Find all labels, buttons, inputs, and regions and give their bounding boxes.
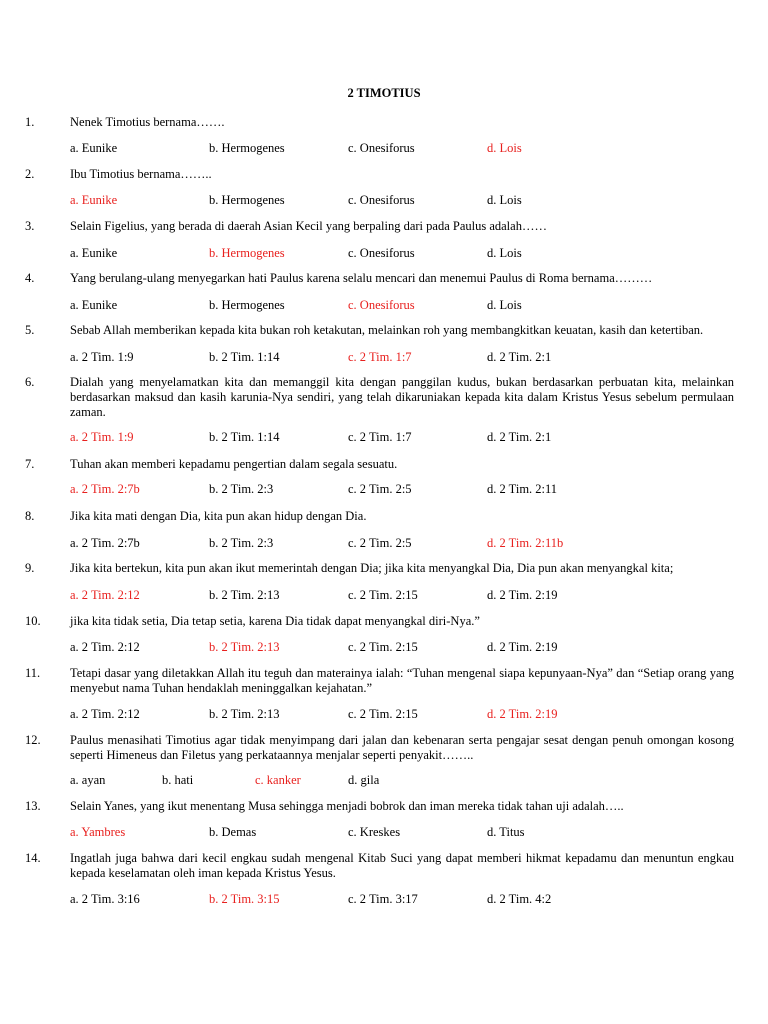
answer-option: a. Eunike: [70, 298, 118, 312]
question-number: 3.: [25, 219, 35, 233]
answer-option: d. 2 Tim. 2:19: [487, 640, 558, 654]
question-number: 2.: [25, 167, 35, 181]
answer-option: a. 2 Tim. 1:9: [70, 350, 134, 364]
question-text: Jika kita bertekun, kita pun akan ikut memerintah dengan Dia; jika kita menyangkal Dia, Dia pun akan menyangkal kita;: [70, 561, 674, 575]
correct-answer-option: a. Eunike: [70, 193, 118, 207]
question-text: Selain Yanes, yang ikut menentang Musa sehingga menjadi bobrok dan iman mereka tidak tahan uji adalah…..: [70, 799, 624, 813]
correct-answer-option: c. Onesiforus: [348, 298, 415, 312]
question-text: jika kita tidak setia, Dia tetap setia, karena Dia tidak dapat menyangkal diri-Nya.”: [70, 614, 480, 628]
answer-option: b. 2 Tim. 2:13: [209, 588, 280, 602]
correct-answer-option: d. 2 Tim. 2:19: [487, 707, 558, 721]
question-text: Ingatlah juga bahwa dari kecil engkau sudah mengenal Kitab Suci yang dapat memberi hikmat kepadamu dan menuntun engkau kepada keselamatan oleh iman kepada Kristus Yesus.: [70, 851, 734, 880]
answer-option: c. 2 Tim. 2:15: [348, 707, 418, 721]
correct-answer-option: d. Lois: [487, 141, 522, 155]
correct-answer-option: a. 2 Tim. 2:12: [70, 588, 140, 602]
answer-option: c. 2 Tim. 1:7: [348, 430, 412, 444]
answer-option: c. Kreskes: [348, 825, 401, 839]
correct-answer-option: d. 2 Tim. 2:11b: [487, 536, 564, 550]
correct-answer-option: c. 2 Tim. 1:7: [348, 350, 412, 364]
question-number: 5.: [25, 323, 35, 337]
question-text: Tuhan akan memberi kepadamu pengertian dalam segala sesuatu.: [70, 457, 398, 471]
answer-option: b. 2 Tim. 2:3: [209, 536, 274, 550]
correct-answer-option: b. Hermogenes: [209, 246, 285, 260]
answer-option: a. 2 Tim. 2:12: [70, 707, 140, 721]
answer-option: c. 2 Tim. 3:17: [348, 892, 418, 906]
question-text: Paulus menasihati Timotius agar tidak menyimpang dari jalan dan kebenaran serta pengajar sesat dengan penuh omongan kosong seperti Himeneus dan Filetus yang perkataannya menjalar seperti penyakit……..: [70, 733, 734, 762]
answer-option: a. Eunike: [70, 141, 118, 155]
answer-option: c. Onesiforus: [348, 246, 415, 260]
question-text: Selain Figelius, yang berada di daerah Asian Kecil yang berpaling dari pada Paulus adalah……: [70, 219, 547, 233]
correct-answer-option: b. 2 Tim. 3:15: [209, 892, 280, 906]
answer-option: a. 2 Tim. 2:12: [70, 640, 140, 654]
answer-option: b. 2 Tim. 2:13: [209, 707, 280, 721]
question-number: 7.: [25, 457, 35, 471]
question-number: 11.: [25, 666, 41, 680]
answer-option: d. 2 Tim. 2:19: [487, 588, 558, 602]
question-number: 1.: [25, 115, 35, 129]
answer-option: c. Onesiforus: [348, 193, 415, 207]
answer-option: d. Lois: [487, 193, 522, 207]
answer-option: b. hati: [162, 773, 194, 787]
answer-option: d. Lois: [487, 298, 522, 312]
question-text: Ibu Timotius bernama……..: [70, 167, 212, 181]
answer-option: b. Demas: [209, 825, 257, 839]
question-number: 9.: [25, 561, 35, 575]
answer-option: c. 2 Tim. 2:15: [348, 640, 418, 654]
correct-answer-option: a. Yambres: [70, 825, 126, 839]
answer-option: b. Hermogenes: [209, 193, 285, 207]
question-number: 6.: [25, 375, 35, 389]
answer-option: d. Lois: [487, 246, 522, 260]
answer-option: d. 2 Tim. 2:1: [487, 430, 552, 444]
correct-answer-option: a. 2 Tim. 1:9: [70, 430, 134, 444]
answer-option: d. gila: [348, 773, 380, 787]
answer-option: a. ayan: [70, 773, 106, 787]
answer-option: a. Eunike: [70, 246, 118, 260]
question-text: Jika kita mati dengan Dia, kita pun akan hidup dengan Dia.: [70, 509, 367, 523]
answer-option: d. 2 Tim. 2:11: [487, 482, 558, 496]
answer-option: d. Titus: [487, 825, 525, 839]
answer-option: a. 2 Tim. 3:16: [70, 892, 140, 906]
correct-answer-option: a. 2 Tim. 2:7b: [70, 482, 140, 496]
question-text: Nenek Timotius bernama…….: [70, 115, 225, 129]
answer-option: c. 2 Tim. 2:15: [348, 588, 418, 602]
answer-option: b. Hermogenes: [209, 141, 285, 155]
question-number: 8.: [25, 509, 35, 523]
question-number: 12.: [25, 733, 41, 747]
question-text: Sebab Allah memberikan kepada kita bukan roh ketakutan, melainkan roh yang membangkitkan keuatan, kasih dan ketertiban.: [70, 323, 704, 337]
answer-option: c. 2 Tim. 2:5: [348, 536, 412, 550]
question-number: 14.: [25, 851, 41, 865]
question-text: Yang berulang-ulang menyegarkan hati Paulus karena selalu mencari dan menemui Paulus di Roma bernama………: [70, 271, 653, 285]
question-number: 10.: [25, 614, 41, 628]
answer-option: b. 2 Tim. 1:14: [209, 350, 280, 364]
answer-option: c. 2 Tim. 2:5: [348, 482, 412, 496]
answer-option: c. Onesiforus: [348, 141, 415, 155]
question-text: Tetapi dasar yang diletakkan Allah itu teguh dan materainya ialah: “Tuhan mengenal siapa kepunyaan-Nya” dan “Setiap orang yang menyebut nama Tuhan hendaklah meninggalkan kejahatan.”: [70, 666, 734, 695]
correct-answer-option: c. kanker: [255, 773, 301, 787]
answer-option: b. 2 Tim. 1:14: [209, 430, 280, 444]
answer-option: d. 2 Tim. 4:2: [487, 892, 552, 906]
answer-option: b. Hermogenes: [209, 298, 285, 312]
question-number: 13.: [25, 799, 41, 813]
answer-option: a. 2 Tim. 2:7b: [70, 536, 140, 550]
question-number: 4.: [25, 271, 35, 285]
correct-answer-option: b. 2 Tim. 2:13: [209, 640, 280, 654]
question-text: Dialah yang menyelamatkan kita dan memanggil kita dengan panggilan kudus, bukan berdasarkan perbuatan kita, melainkan berdasarkan maksud dan kasih karunia-Nya sendiri, yang telah dikaruniakan kepada kita dalam Kristus Yesus sebelum permulaan zaman.: [70, 375, 734, 419]
answer-option: b. 2 Tim. 2:3: [209, 482, 274, 496]
page-title: 2 TIMOTIUS: [347, 86, 421, 100]
answer-option: d. 2 Tim. 2:1: [487, 350, 552, 364]
